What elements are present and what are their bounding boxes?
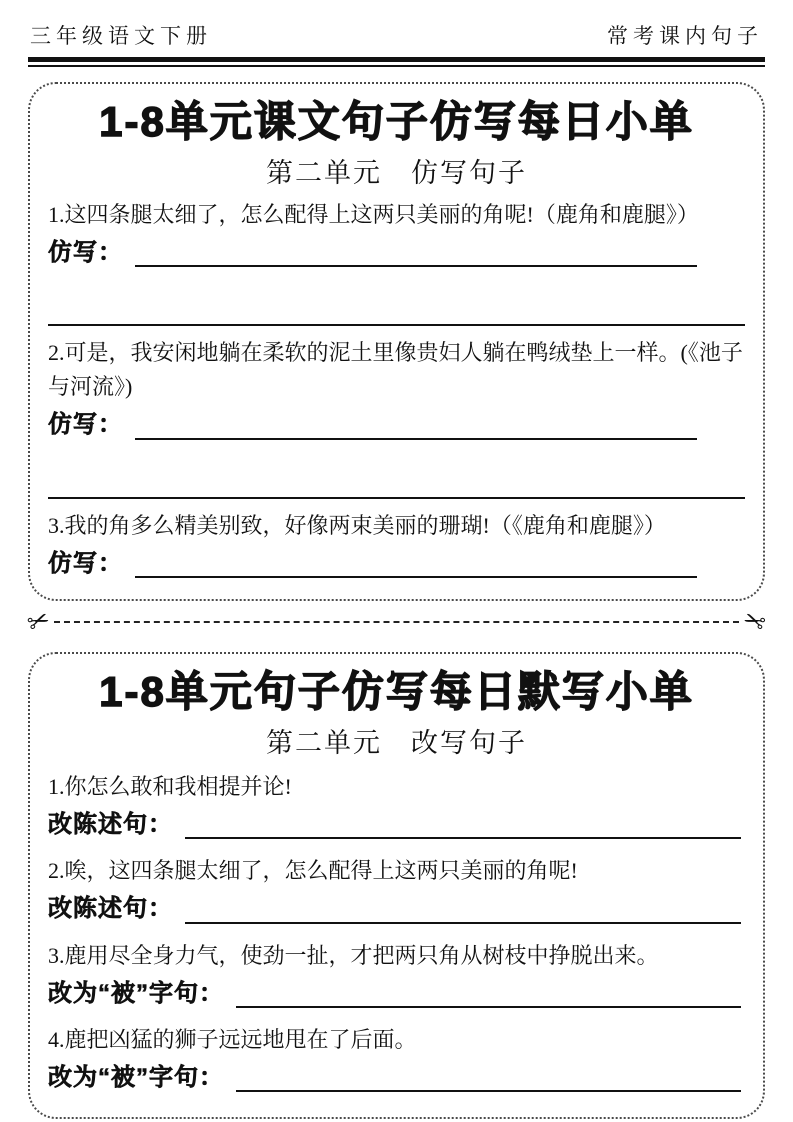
answer-row	[48, 975, 745, 1013]
answer-label: 仿写：	[48, 238, 123, 266]
section-subtitle: 第二单元 改写句子	[266, 727, 527, 758]
header-left-text: 三年级语文下册	[30, 24, 212, 48]
scissors-icon: ✂	[23, 604, 55, 640]
answer-row	[48, 890, 745, 928]
answer-blank-line	[185, 807, 741, 839]
answer-blank-line	[135, 546, 697, 578]
question-text: 3.我的角多么精美别致，好像两束美丽的珊瑚!（《鹿角和鹿腿》）	[48, 512, 666, 538]
extra-answer-line	[48, 447, 745, 499]
answer-row	[48, 406, 745, 444]
section-imitation-box	[28, 82, 765, 601]
section-rewrite-box	[28, 652, 765, 1119]
question-text: 3.鹿用尽全身力气，使劲一扯，才把两只角从树枝中挣脱出来。	[48, 942, 659, 968]
question-text: 4.鹿把凶猛的狮子远远地甩在了后面。	[48, 1027, 417, 1052]
header-rule-thick	[28, 57, 765, 62]
answer-label: 仿写：	[48, 411, 123, 439]
question-text: 2.唉，这四条腿太细了，怎么配得上这两只美丽的角呢!	[48, 858, 578, 884]
section-title: 1-8单元课文句子仿写每日小单	[99, 98, 694, 145]
answer-blank-line	[236, 976, 741, 1008]
question-text: 1.这四条腿太细了，怎么配得上这两只美丽的角呢!（鹿角和鹿腿》）	[48, 201, 699, 227]
answer-label: 改陈述句：	[48, 895, 173, 923]
cut-divider	[23, 604, 770, 640]
answer-row	[48, 234, 745, 272]
section-title: 1-8单元句子仿写每日默写小单	[99, 668, 694, 716]
answer-blank-line	[135, 408, 697, 440]
section-subtitle: 第二单元 仿写句子	[266, 157, 527, 188]
answer-blank-line	[236, 1060, 741, 1092]
answer-blank-line	[185, 892, 741, 924]
answer-label: 改为“被”字句：	[48, 1064, 224, 1092]
cut-dashed-line	[54, 621, 739, 623]
answer-label: 仿写：	[48, 549, 123, 577]
answer-row	[48, 545, 745, 583]
page-header	[28, 16, 765, 50]
header-rule-thin	[28, 65, 765, 67]
scissors-icon: ✂	[738, 604, 770, 640]
question-text: 2.可是，我安闲地躺在柔软的泥土里像贵妇人躺在鸭绒垫上一样。(《池子与河流》)	[48, 339, 743, 400]
answer-blank-line	[135, 235, 697, 267]
answer-label: 改陈述句：	[48, 810, 173, 838]
answer-row	[48, 1059, 745, 1097]
answer-label: 改为“被”字句：	[48, 979, 224, 1007]
question-text: 1.你怎么敢和我相提并论!	[48, 773, 292, 799]
extra-answer-line	[48, 274, 745, 326]
answer-row	[48, 806, 745, 844]
header-right-text: 常考课内句子	[607, 24, 763, 48]
